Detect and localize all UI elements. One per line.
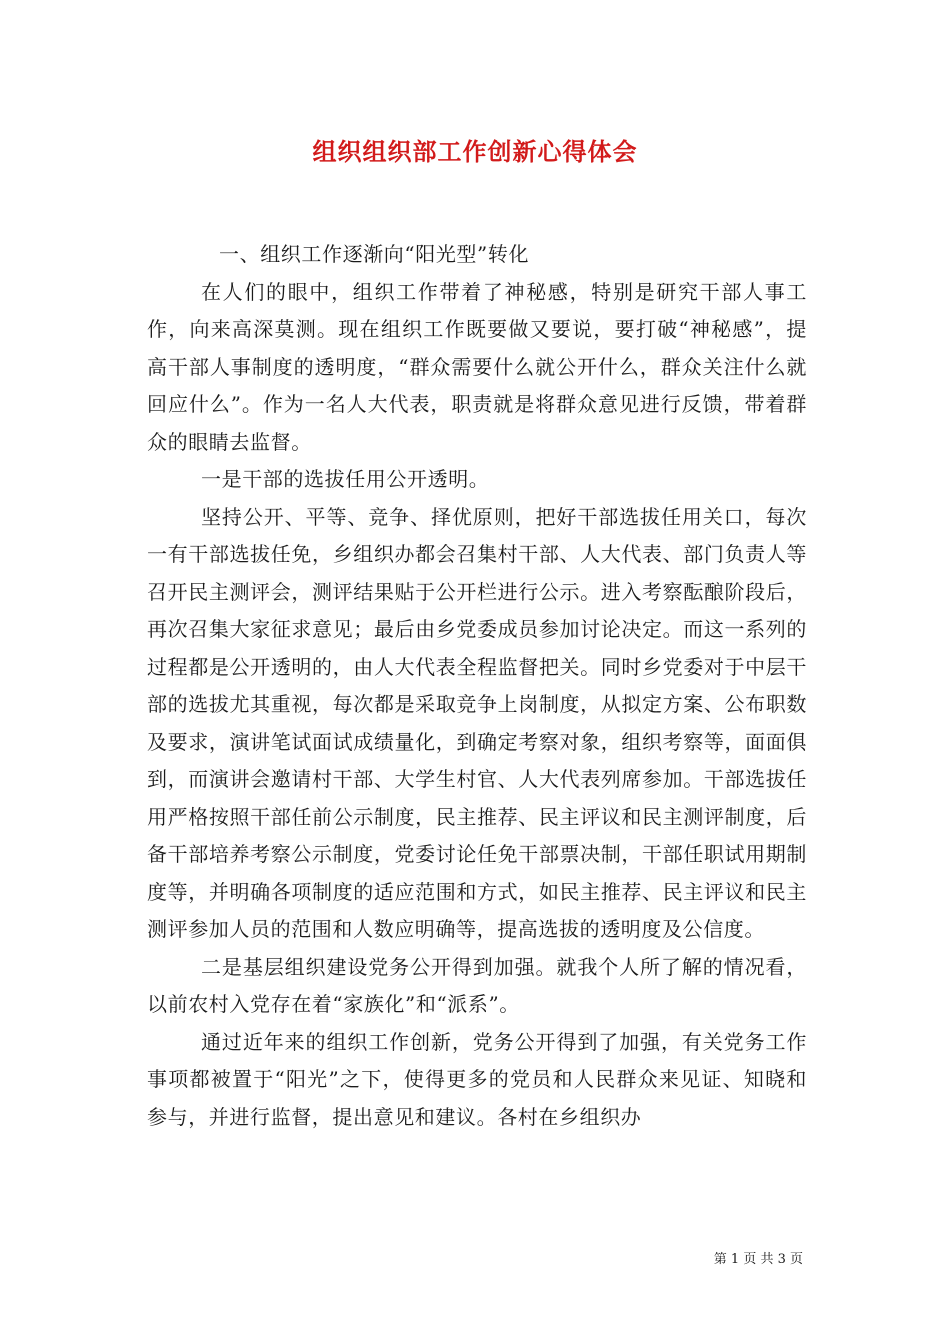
paragraph: 通过近年来的组织工作创新，党务公开得到了加强，有关党务工作事项都被置于“阳光”之下，使得更多的党员和人民群众来见证、知晓和参与，并进行监督，提出意见和建议。各村在乡组织办 [147, 1029, 807, 1129]
paragraph: 坚持公开、平等、竞争、择优原则，把好干部选拔任用关口，每次一有干部选拔任免，乡组织办都会召集村干部、人大代表、部门负责人等召开民主测评会，测评结果贴于公开栏进行公示。进入考察酝酿阶段后，再次召集大家征求意见；最后由乡党委成员参加讨论决定。而这一系列的过程都是公开透明的，由人大代表全程监督把关。同时乡党委对于中层干部的选拔尤其重视，每次都是采取竞争上岗制度，从拟定方案、公布职数及要求，演讲笔试面试成绩量化，到确定考察对象，组织考察等，面面俱到，而演讲会邀请村干部、大学生村官、人大代表列席参加。干部选拔任用严格按照干部任前公示制度，民主推荐、民主评议和民主测评制度，后备干部培养考察公示制度，党委讨论任免干部票决制，干部任职试用期制度等，并明确各项制度的适应范围和方式，如民主推荐、民主评议和民主测评参加人员的范围和人数应明确等，提高选拔的透明度及公信度。 [147, 504, 807, 941]
page-number: 第 1 页 共 3 页 [713, 1252, 803, 1267]
document-body [147, 236, 807, 1136]
document-title: 组织组织部工作创新心得体会 [312, 137, 638, 166]
section-heading: 一、组织工作逐渐向“阳光型”转化 [219, 242, 530, 266]
paragraph: 在人们的眼中，组织工作带着了神秘感，特别是研究干部人事工作，向来高深莫测。现在组织工作既要做又要说，要打破“神秘感”，提高干部人事制度的透明度，“群众需要什么就公开什么，群众关注什么就回应什么”。作为一名人大代表，职责就是将群众意见进行反馈，带着群众的眼睛去监督。 [147, 279, 807, 454]
subheading-paragraph: 二是基层组织建设党务公开得到加强。就我个人所了解的情况看，以前农村入党存在着“家族化”和“派系”。 [147, 954, 807, 1016]
subheading-paragraph: 一是干部的选拔任用公开透明。 [201, 467, 490, 491]
